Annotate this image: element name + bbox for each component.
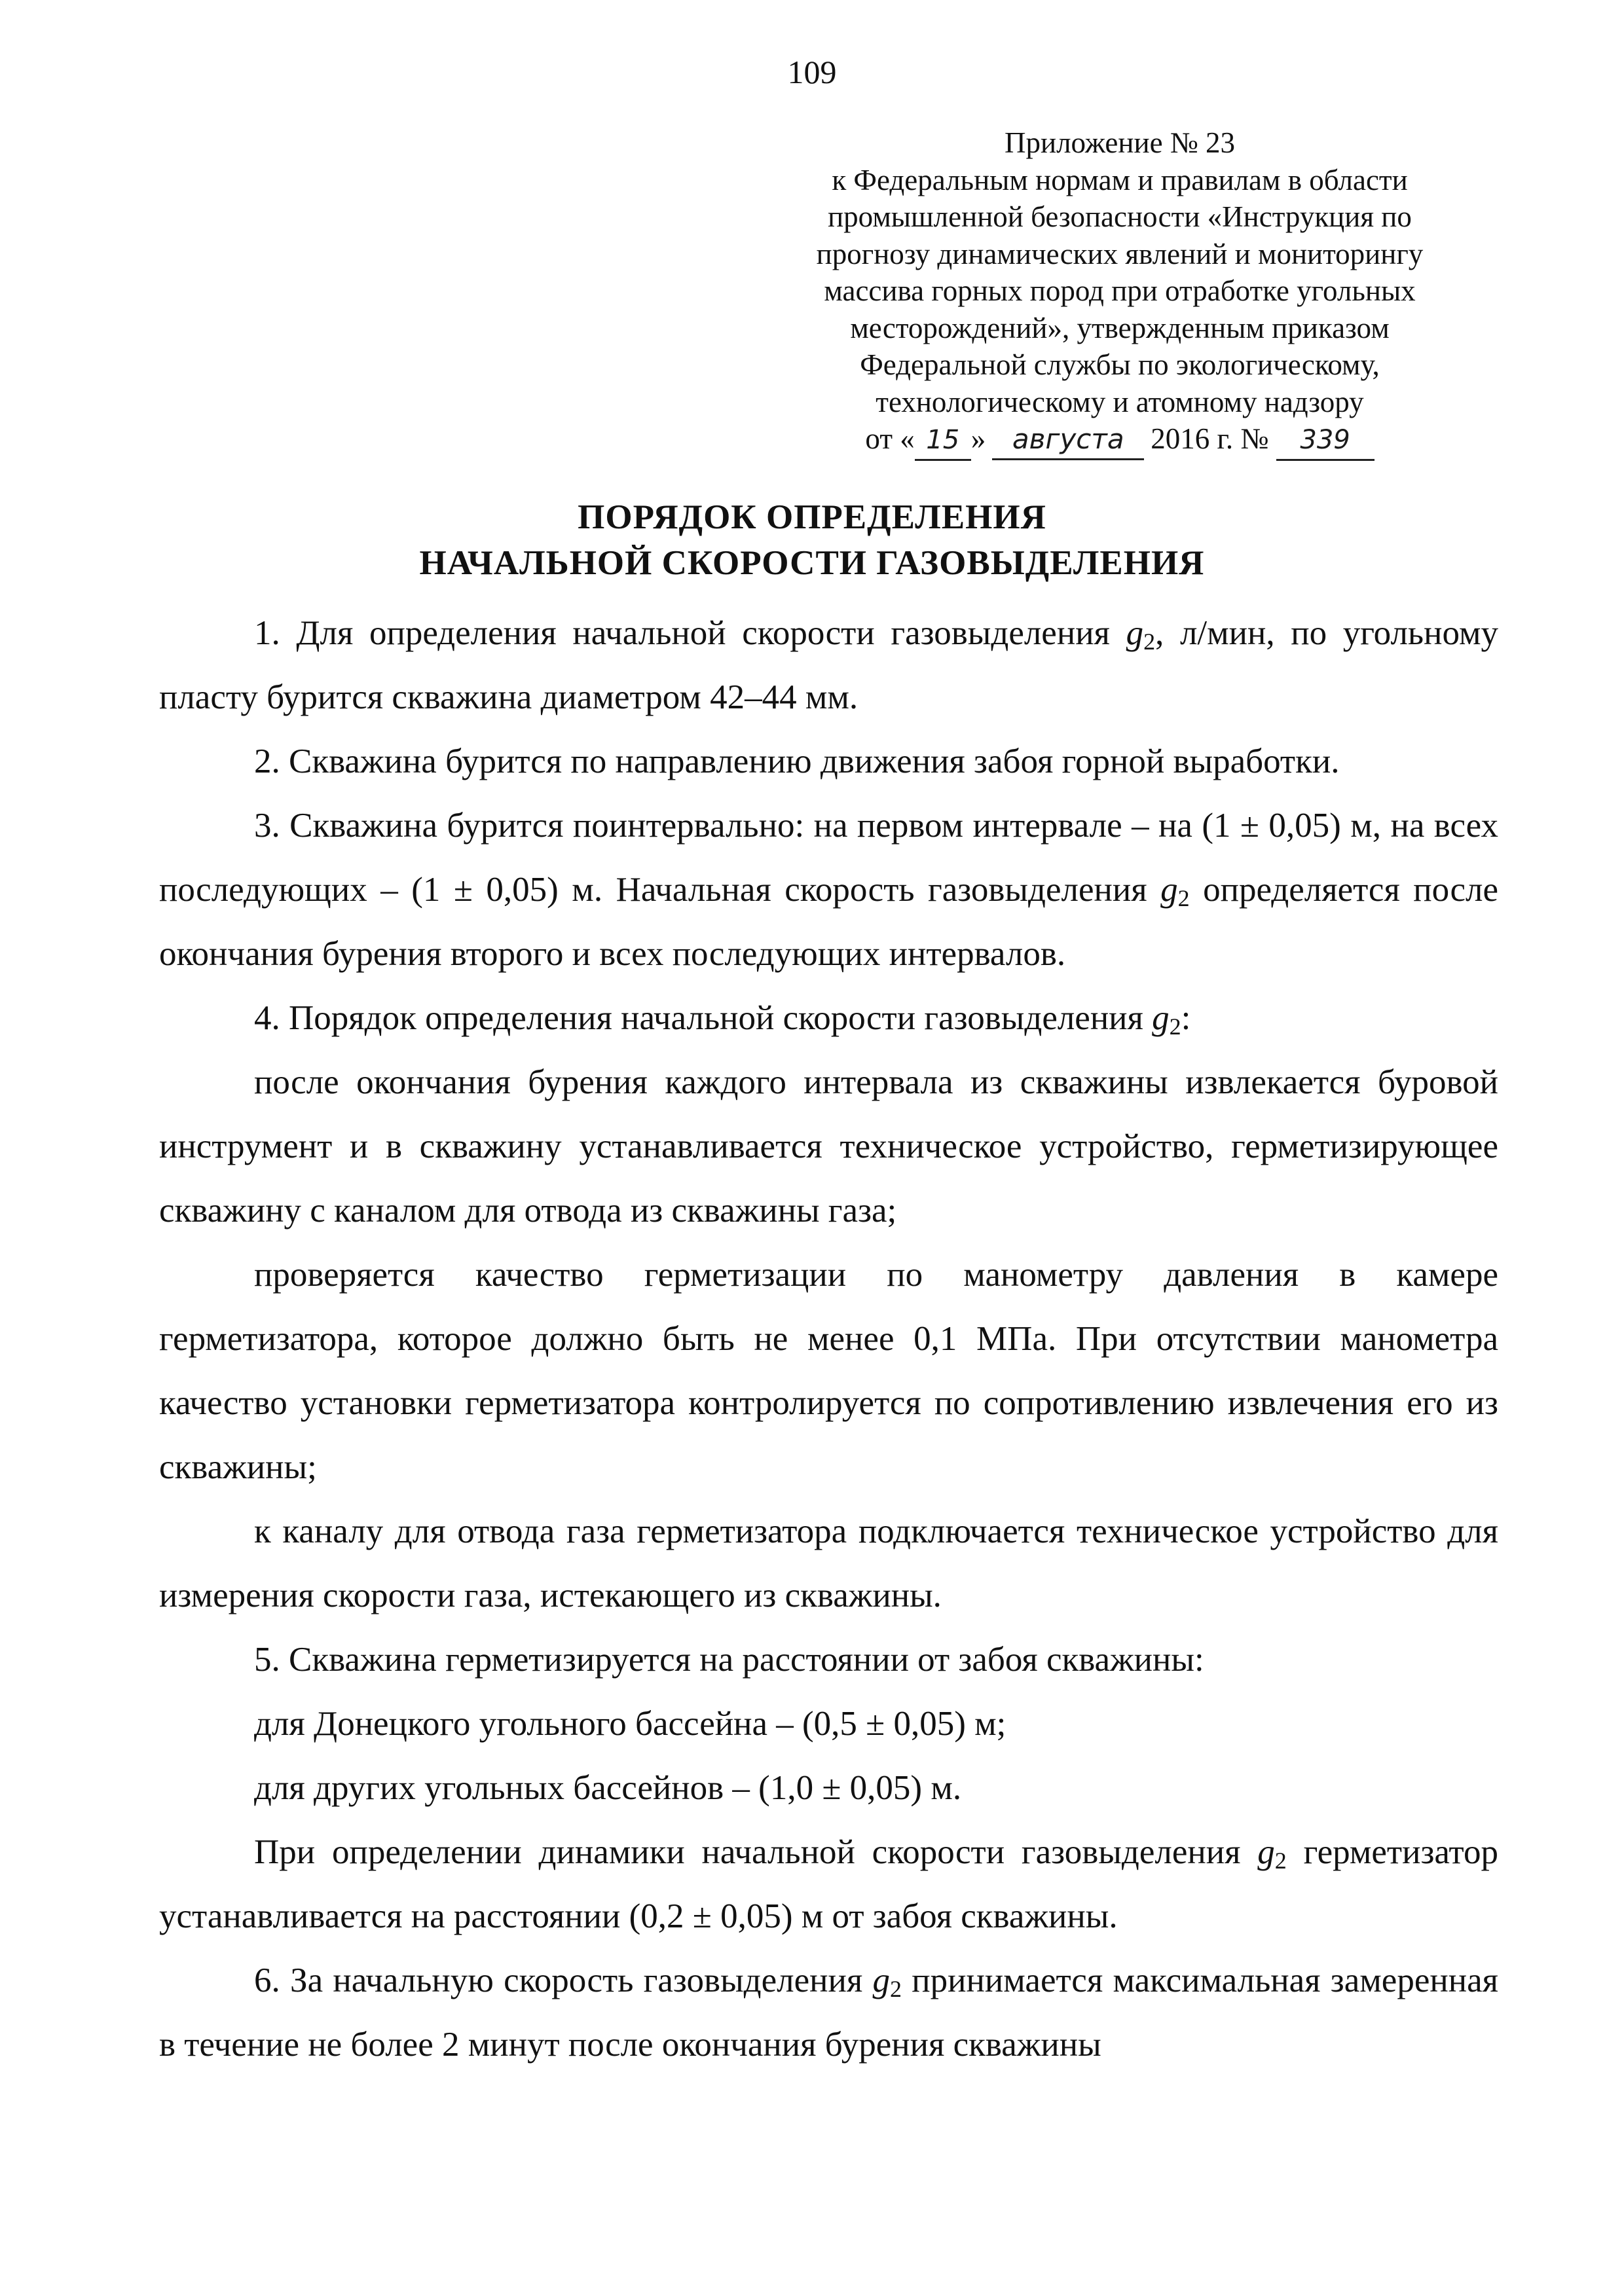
appendix-line: месторождений», утвержденным приказом bbox=[850, 311, 1390, 344]
variable-g2 bbox=[1152, 999, 1181, 1040]
paragraph-3 bbox=[159, 793, 1498, 986]
date-year: 2016 г. № bbox=[1151, 422, 1269, 455]
variable-g2 bbox=[1126, 614, 1156, 655]
appendix-line: Федеральной службы по экологическому, bbox=[860, 348, 1380, 381]
variable-subscript: 2 bbox=[1143, 629, 1156, 655]
text-run: 6. За начальную скорость газовыделения bbox=[254, 1961, 873, 1999]
text-run: : bbox=[1181, 999, 1191, 1037]
text-run: герметизатор устанавливается на расстоянии (0,2 ± 0,05) м от забоя скважины. bbox=[159, 1833, 1498, 1935]
variable-g2 bbox=[872, 1961, 902, 2002]
appendix-line: технологическому и атомному надзору bbox=[876, 385, 1364, 418]
variable-letter: g bbox=[1152, 999, 1170, 1037]
appendix-header bbox=[747, 124, 1493, 461]
page-number: 109 bbox=[787, 54, 837, 90]
paragraph-4 bbox=[159, 986, 1498, 1050]
variable-letter: g bbox=[872, 1961, 891, 1999]
variable-subscript: 2 bbox=[1169, 1013, 1181, 1040]
text-run: принимается максимальная замеренная в течение не более 2 минут после окончания бурения скважины bbox=[159, 1961, 1498, 2064]
order-number-handwritten: 339 bbox=[1276, 422, 1375, 461]
appendix-line: Приложение № 23 bbox=[1005, 126, 1235, 159]
appendix-date-line bbox=[747, 420, 1493, 461]
date-month-handwritten: августа bbox=[992, 421, 1144, 460]
variable-subscript: 2 bbox=[1177, 885, 1190, 911]
text-run: 4. Порядок определения начальной скорости газовыделения bbox=[254, 999, 1153, 1037]
paragraph-7: к каналу для отвода газа герметизатора подключается техническое устройство для измерения скорости газа, истекающего из скважины. bbox=[159, 1512, 1498, 1614]
document-title bbox=[0, 494, 1624, 586]
paragraph-5: после окончания бурения каждого интервала из скважины извлекается буровой инструмент и в скважину устанавливается техническое устройство, герметизирующее скважину с каналом для отвода из скважины газа; bbox=[159, 1063, 1498, 1230]
paragraph-9: для Донецкого угольного бассейна – (0,5 ± 0,05) м; bbox=[254, 1705, 1006, 1743]
variable-letter: g bbox=[1160, 871, 1178, 909]
variable-letter: g bbox=[1257, 1833, 1275, 1871]
document-body bbox=[159, 601, 1498, 2077]
paragraph-2: 2. Скважина бурится по направлению движения забоя горной выработки. bbox=[254, 742, 1340, 780]
appendix-line: массива горных пород при отработке угольных bbox=[824, 274, 1416, 307]
paragraph-10: для других угольных бассейнов – (1,0 ± 0,05) м. bbox=[254, 1769, 962, 1807]
paragraph-6: проверяется качество герметизации по манометру давления в камере герметизатора, которое должно быть не менее 0,1 МПа. При отсутствии манометра качество установки герметизатора контролируется по сопротивлению извлечения его из скважины; bbox=[159, 1256, 1498, 1486]
variable-subscript: 2 bbox=[890, 1976, 902, 2002]
variable-g2 bbox=[1160, 871, 1190, 909]
date-mid: » bbox=[970, 422, 986, 455]
appendix-line: промышленной безопасности «Инструкция по bbox=[828, 200, 1412, 233]
date-prefix: от « bbox=[865, 422, 915, 455]
variable-letter: g bbox=[1126, 614, 1144, 652]
paragraph-1 bbox=[159, 601, 1498, 729]
paragraph-11 bbox=[159, 1820, 1498, 1948]
date-day-handwritten: 15 bbox=[915, 422, 971, 461]
title-line-2: НАЧАЛЬНОЙ СКОРОСТИ ГАЗОВЫДЕЛЕНИЯ bbox=[419, 544, 1205, 582]
title-line-1: ПОРЯДОК ОПРЕДЕЛЕНИЯ bbox=[578, 498, 1046, 536]
text-run: , л/мин, по угольному пласту бурится скважина диаметром 42–44 мм. bbox=[159, 614, 1498, 716]
text-run: 1. Для определения начальной скорости газовыделения bbox=[254, 614, 1126, 652]
paragraph-12 bbox=[159, 1948, 1498, 2077]
appendix-line: к Федеральным нормам и правилам в области bbox=[832, 163, 1408, 196]
text-run: определяется после окончания бурения второго и всех последующих интервалов. bbox=[159, 871, 1498, 973]
variable-g2 bbox=[1257, 1833, 1287, 1874]
paragraph-8: 5. Скважина герметизируется на расстоянии от забоя скважины: bbox=[254, 1641, 1204, 1679]
variable-subscript: 2 bbox=[1274, 1848, 1287, 1874]
text-run: 3. Скважина бурится поинтервально: на первом интервале – на (1 ± 0,05) м, на всех последующих – (1 ± 0,05) м. Начальная скорость газовыделения bbox=[159, 807, 1498, 909]
appendix-line: прогнозу динамических явлений и мониторингу bbox=[816, 237, 1424, 270]
text-run: При определении динамики начальной скорости газовыделения bbox=[254, 1833, 1258, 1871]
